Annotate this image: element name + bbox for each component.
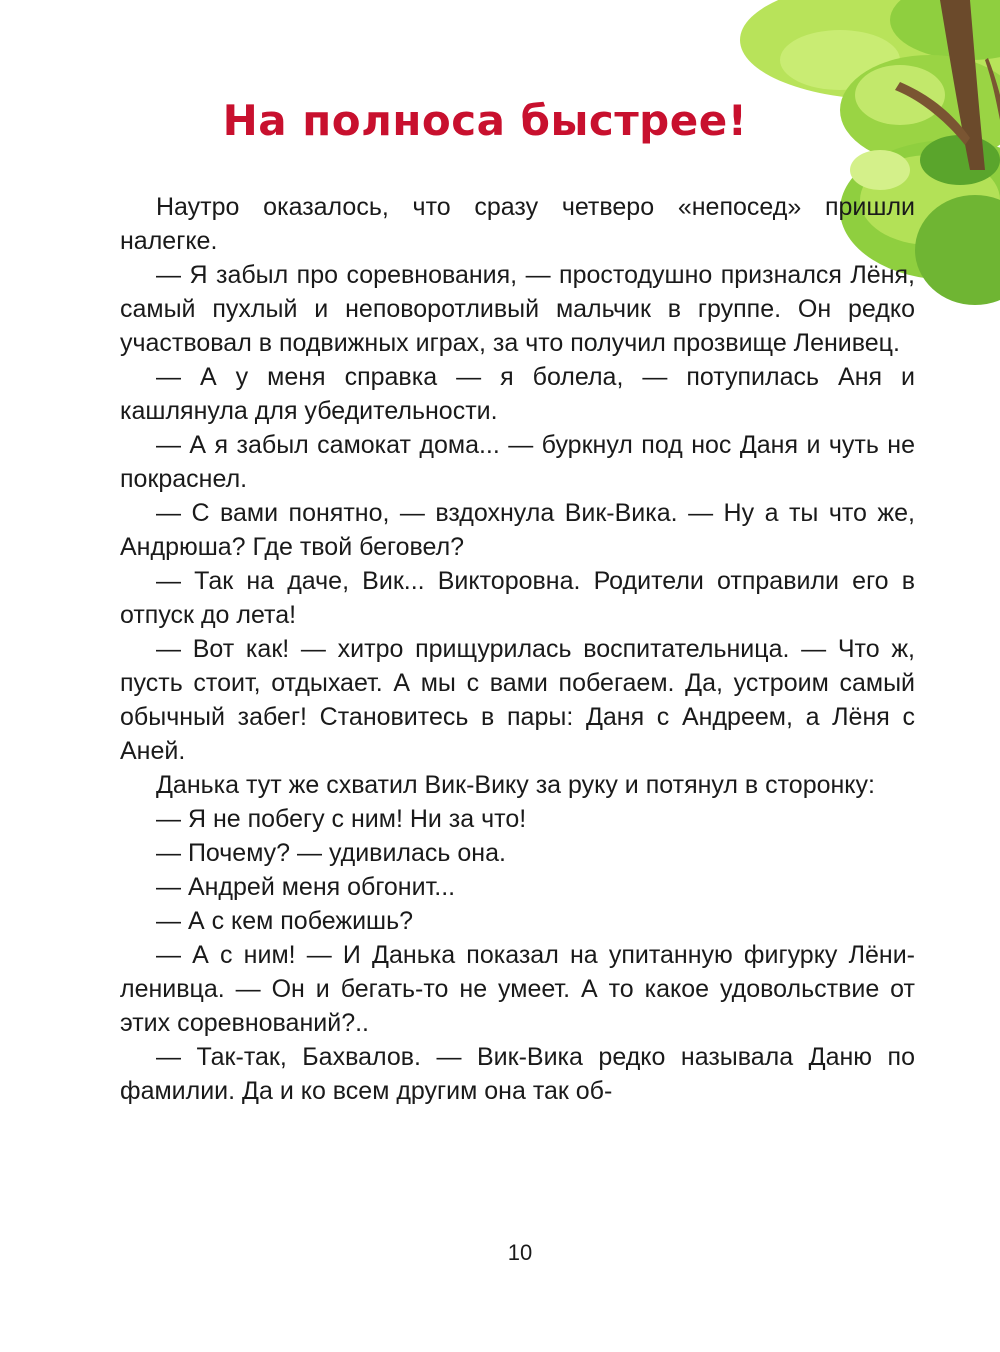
- paragraph: — А с ним! — И Данька показал на упитанную фигурку Лёни-ленивца. — Он и бегать-то не умеет. А то какое удовольствие от этих соревнований?..: [120, 941, 915, 1037]
- page-number: 10: [507, 1240, 533, 1265]
- paragraph: — С вами понятно, — вздохнула Вик-Вика. — Ну а ты что же, Андрюша? Где твой беговел?: [120, 499, 915, 561]
- paragraph: — Вот как! — хитро прищурилась воспитательница. — Что ж, пусть стоит, отдыхает. А мы с вами побегаем. Да, устроим самый обычный забег! Становитесь в пары: Даня с Андреем, а Лёня с Аней.: [120, 635, 915, 765]
- paragraph: — Андрей меня обгонит...: [156, 873, 456, 901]
- paragraph: — Так на даче, Вик... Викторовна. Родители отправили его в отпуск до лета!: [120, 567, 915, 629]
- paragraph: — А с кем побежишь?: [156, 907, 414, 935]
- story-text: [120, 190, 915, 1108]
- paragraph: — А у меня справка — я болела, — потупилась Аня и кашлянула для убедительности.: [120, 363, 915, 425]
- paragraph: — Я забыл про соревнования, — простодушно признался Лёня, самый пухлый и неповоротливый мальчик в группе. Он редко участвовал в подвижных играх, за что получил прозвище Ленивец.: [120, 261, 915, 357]
- paragraph: Наутро оказалось, что сразу четверо «непосед» пришли налегке.: [120, 193, 915, 255]
- page-title: На полноса быстрее!: [222, 96, 748, 145]
- paragraph: — Я не побегу с ним! Ни за что!: [156, 805, 527, 833]
- paragraph: — Почему? — удивилась она.: [156, 839, 506, 867]
- paragraph: Данька тут же схватил Вик-Вику за руку и потянул в сторонку:: [156, 771, 875, 799]
- paragraph: — Так-так, Бахвалов. — Вик-Вика редко называла Даню по фамилии. Да и ко всем другим она так об-: [120, 1043, 915, 1105]
- paragraph: — А я забыл самокат дома... — буркнул под нос Даня и чуть не покраснел.: [120, 431, 915, 493]
